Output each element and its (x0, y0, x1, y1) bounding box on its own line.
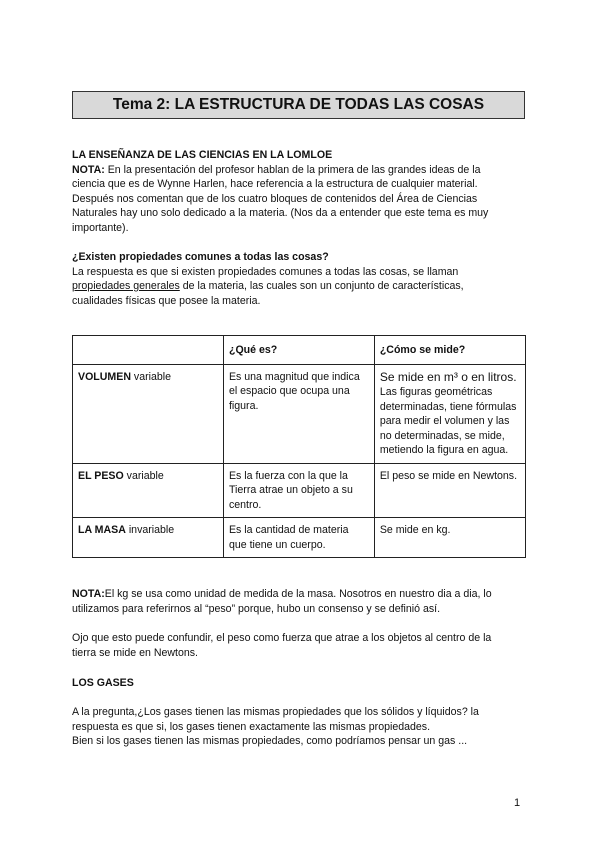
table-cell-measure (374, 364, 525, 463)
table-cell-definition: Es la cantidad de materia que tiene un cuerpo. (223, 518, 374, 558)
measure-first-line: El peso se mide en Newtons. (379, 469, 518, 482)
table-cell-property (73, 364, 224, 463)
table-row (73, 364, 526, 463)
properties-table (72, 335, 526, 558)
paragraph-line: importante). (72, 221, 129, 234)
ojo-paragraph (72, 631, 528, 660)
paragraph-line: Ojo que esto puede confundir, el peso como fuerza que atrae a los objetos al centro de la (72, 632, 492, 644)
paragraph-line: ciencia que es de Wynne Harlen, hace referencia a la estructura de cualquier material. (72, 178, 478, 190)
nota-label: NOTA: (72, 163, 105, 176)
paragraph-line: La respuesta es que si existen propiedades comunes a todas las cosas, se llaman (72, 265, 459, 278)
table-header-cell: ¿Cómo se mide? (374, 336, 525, 365)
paragraph-line: respuesta es que si, los gases tienen exactamente las mismas propiedades. (72, 720, 431, 733)
table-row (73, 463, 526, 518)
measure-first-line: Se mide en m³ o en litros. (379, 369, 517, 384)
property-qualifier: variable (130, 370, 172, 383)
property-name: LA MASA (78, 524, 126, 536)
page-number: 1 (514, 797, 521, 809)
table-cell-definition: Es una magnitud que indica el espacio que ocupa una figura. (223, 364, 374, 463)
property-qualifier: variable (123, 469, 164, 482)
paragraph-line (72, 587, 528, 602)
paragraph-line: Bien si los gases tienen las mismas propiedades, como podríamos pensar un gas ... (72, 735, 468, 747)
page-title: Tema 2: LA ESTRUCTURA DE TODAS LAS COSAS (72, 91, 525, 119)
paragraph-line: utilizamos para referirnos al “peso” porque, hubo un consenso y se definió así. (72, 602, 441, 615)
paragraph-line (72, 163, 528, 178)
section-propiedades (72, 250, 528, 308)
table-cell-property (73, 463, 224, 518)
section-heading-gases: LOS GASES (72, 677, 134, 689)
section-gases-heading-block (72, 676, 528, 691)
paragraph-line: A la pregunta,¿Los gases tienen las mismas propiedades que los sólidos y líquidos? la (72, 706, 479, 718)
table-header-row (73, 336, 526, 365)
section-heading-propiedades: ¿Existen propiedades comunes a todas las cosas? (72, 251, 329, 263)
paragraph-text: de la materia, las cuales son un conjunto de características, (179, 280, 464, 292)
property-name: VOLUMEN (78, 370, 131, 383)
table-cell-measure (374, 518, 525, 558)
paragraph-line: Naturales hay uno solo dedicado a la materia. (Nos da a entender que este tema es muy (72, 207, 489, 219)
section-gases (72, 705, 528, 749)
section-lomloe (72, 148, 528, 235)
measure-first-line: Se mide en kg. (379, 524, 451, 536)
nota-label: NOTA: (72, 588, 105, 600)
table-cell-definition: Es la fuerza con la que la Tierra atrae un objeto a su centro. (223, 463, 374, 518)
section-heading-lomloe: LA ENSEÑANZA DE LAS CIENCIAS EN LA LOMLOE (72, 149, 333, 161)
paragraph-line: cualidades físicas que posee la materia. (72, 294, 261, 307)
measure-rest: Las figuras geométricas determinadas, tiene fórmulas para medir el volumen y las no determinadas, se mide, metiendo la figura en agua. (379, 386, 517, 456)
paragraph-line (72, 279, 528, 294)
property-qualifier: invariable (125, 524, 175, 536)
paragraph-text: El kg se usa como unidad de medida de la masa. Nosotros en nuestro dia a dia, lo (104, 588, 492, 600)
table-cell-measure (374, 463, 525, 518)
property-name: EL PESO (78, 469, 124, 482)
table-header-cell: ¿Qué es? (223, 336, 374, 365)
underlined-term: propiedades generales (72, 280, 180, 292)
paragraph-line: Después nos comentan que de los cuatro bloques de contenidos del Área de Ciencias (72, 192, 478, 205)
nota-kg (72, 587, 528, 616)
paragraph-line: tierra se mide en Newtons. (72, 646, 199, 659)
table-cell-property (73, 518, 224, 558)
table-row (73, 518, 526, 558)
table-header-cell (73, 336, 224, 365)
paragraph-text: En la presentación del profesor hablan de la primera de las grandes ideas de la (104, 163, 481, 176)
